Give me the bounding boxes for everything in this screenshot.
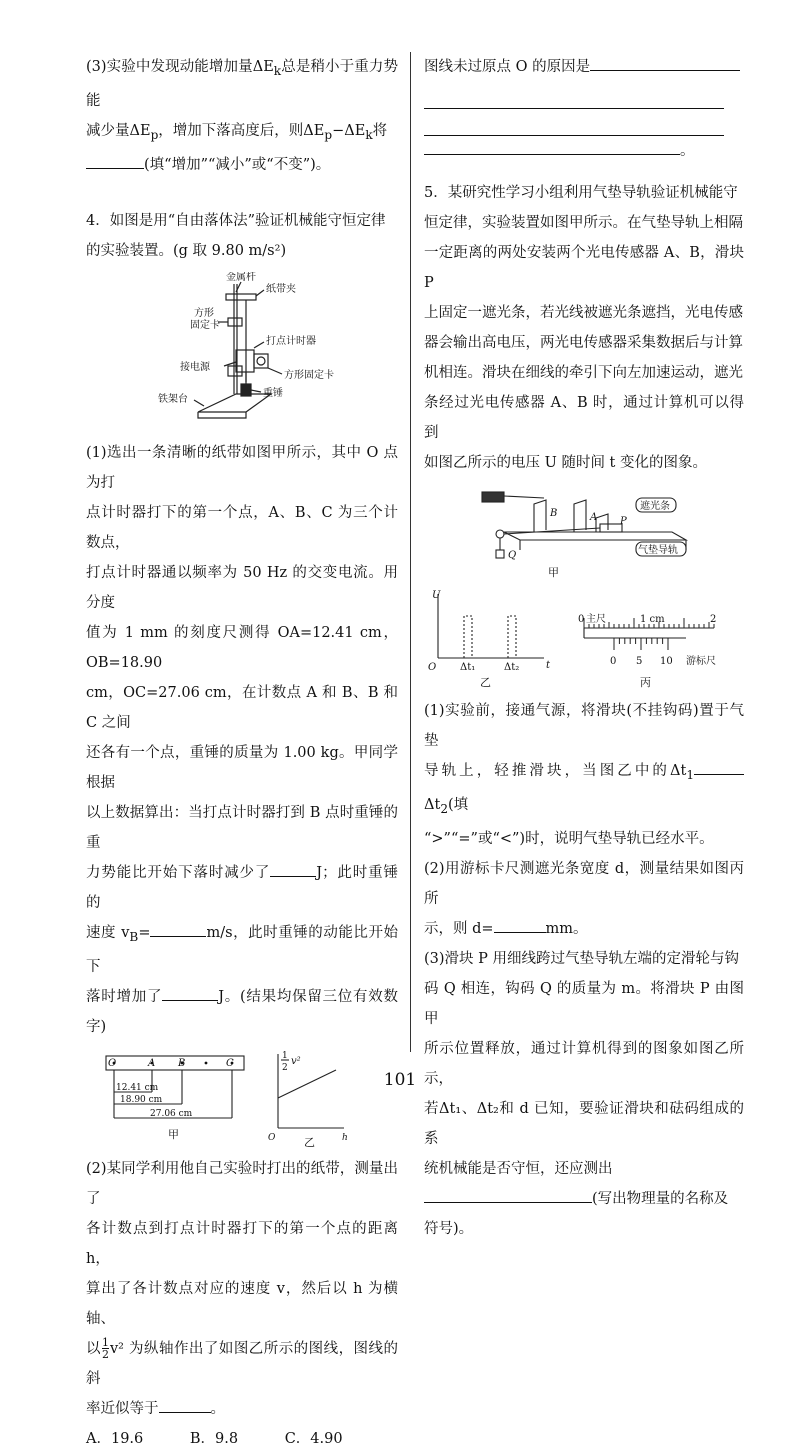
tape-point-o: O — [108, 1057, 117, 1069]
answer-blank[interactable] — [424, 1186, 592, 1203]
graph-caption: 乙 — [304, 1135, 315, 1148]
q5-p3-line-2: 码 Q 相连，钩码 Q 的质量为 m。将滑块 P 由图甲 — [424, 980, 744, 1027]
q4-line9: 速度 $v_B= m/s$，此时重锤的动能比开始下 — [86, 918, 398, 982]
option-c[interactable]: C．4.90 — [284, 1430, 343, 1447]
q4-p1-line-3: 打点计时器通以频率为 50 Hz 的交变电流。用分度 — [86, 564, 398, 611]
q5-p3-line-1: (3)滑块 P 用细线跨过气垫导轨左端的定滑轮与钩 — [424, 950, 740, 967]
q5-stem-line-1: 5．某研究性学习小组利用气垫导轨验证机械能守 — [424, 185, 738, 201]
label-clip: 纸带夹 — [266, 283, 296, 295]
jia-label-p: P — [620, 516, 627, 527]
tape-caption: 甲 — [168, 1127, 179, 1141]
q4-options — [86, 1424, 398, 1454]
q5-p3-line-5: 统机械能是否守恒，还应测出 — [424, 1160, 613, 1177]
q4-p2-line-3: 算出了各计数点对应的速度 v，然后以 h 为横轴、 — [86, 1280, 398, 1327]
tape-point-c: C — [226, 1057, 234, 1069]
q4-p1-line-2: 点计时器打下的第一个点，A、B、C 为三个计数点， — [86, 504, 398, 551]
bing-one-cm: 1 cm — [640, 614, 665, 625]
answer-blank[interactable] — [270, 860, 316, 877]
answer-blank[interactable] — [162, 984, 218, 1001]
q4-line8: 力势能比开始下落时减少了 J；此时重锤的 — [86, 858, 398, 918]
q5-p1-a: (1)实验前，接通气源，将滑块(不挂钩码)置于气垫 — [424, 703, 744, 749]
jia-label-a: A — [590, 512, 598, 523]
q5-stem-line-7: 条经过光电传感器 A、B 时，通过计算机可以得到 — [424, 395, 744, 441]
q5-p3-end: 符号)。 — [424, 1220, 474, 1237]
graph-y-num: 1 — [282, 1050, 288, 1061]
answer-blank[interactable] — [494, 916, 546, 933]
graph-x-label: h — [342, 1132, 348, 1143]
q3-line3: (填“增加”“减小”或“不变”)。 — [86, 150, 398, 180]
yi-y-label: U — [432, 590, 441, 601]
label-clamp2: 方形固定卡 — [284, 369, 334, 381]
q4-p1-line-5: cm，OC=27.06 cm，在计数点 A 和 B、B 和 C 之间 — [86, 684, 398, 731]
q4-p2-line5: 率近似等于 。 — [86, 1394, 398, 1424]
bing-v0: 0 — [610, 656, 617, 667]
graph-y-var: v² — [291, 1055, 301, 1067]
q5-stem — [424, 178, 744, 478]
q4-title2: 的实验装置。(g 取 9.80 m/s²) — [86, 242, 287, 259]
vernier-ticks — [614, 638, 668, 650]
q5-p2-a: (2)用游标卡尺测遮光条宽度 d，测量结果如图丙所 — [424, 860, 744, 907]
q4-cont-end: 。 — [424, 136, 744, 166]
jia-label-q: Q — [508, 550, 517, 561]
tape-point-b: B — [178, 1057, 186, 1069]
q5-stem-line-3: 一定距离的两处安装两个光电传感器 A、B，滑块 P — [424, 245, 744, 291]
answer-blank[interactable] — [150, 920, 206, 937]
tape-oa: 12.41 cm — [116, 1082, 159, 1093]
label-stand: 铁架台 — [158, 393, 188, 405]
q4-line10: 落时增加了 J。(结果均保留三位有效数字) — [86, 982, 398, 1042]
tape-and-graph-figure — [86, 1048, 398, 1148]
q5-stem-line-8: 如图乙所示的电压 U 随时间 t 变化的图象。 — [424, 455, 707, 471]
q5-p3-line-3: 所示位置释放，通过计算机得到的图象如图乙所示， — [424, 1040, 744, 1087]
q5-stem-line-5: 器会输出高电压，两光电传感器采集数据后与计算 — [424, 335, 743, 351]
q5-part3 — [424, 944, 744, 1184]
q4-p1-line-1: (1)选出一条清晰的纸带如图甲所示，其中 O 点为打 — [86, 444, 398, 491]
label-timer: 打点计时器 — [266, 335, 316, 347]
bing-two: 2 — [710, 614, 717, 625]
yi-x-label: t — [546, 660, 551, 671]
answer-line[interactable] — [424, 111, 724, 136]
bing-main-label: 主尺 — [586, 614, 606, 625]
option-b[interactable]: B．9.8 — [189, 1430, 239, 1447]
q5-p1-c: “>”“=”或“<”)时，说明气垫导轨已经水平。 — [424, 830, 714, 847]
q4-part1 — [86, 438, 398, 858]
option-a[interactable]: A．19.6 — [86, 1430, 144, 1447]
q4-p2-line4: 以 $\frac{1}{2}$ v² 为纵轴作出了如图乙所示的图线，图线的斜 — [86, 1336, 398, 1387]
answer-blank[interactable] — [424, 138, 680, 155]
q5-p1-b: 导轨上，轻推滑块，当图乙中的$\Delta t_1\Delta t_2$(填 — [424, 756, 744, 824]
bing-vernier-label: 游标尺 — [686, 656, 716, 667]
answer-blank[interactable] — [590, 54, 740, 71]
q4-p1-line-7: 以上数据算出：当打点计时器打到 B 点时重锤的重 — [86, 804, 398, 851]
yi-caption: 乙 — [480, 676, 491, 689]
tape-ob: 18.90 cm — [120, 1094, 163, 1105]
q3-line1: (3)实验中发现动能增加量$\Delta E_k$总是稍小于重力势能 — [86, 59, 398, 109]
airtrack-figure — [424, 484, 744, 580]
jia-label-track: 气垫导轨 — [638, 545, 678, 556]
bing-v10: 10 — [660, 656, 673, 667]
q4-title: 4．如图是用“自由落体法”验证机械能守恒定律 — [86, 212, 386, 229]
label-power: 接电源 — [180, 361, 210, 373]
page-number: 101 — [383, 1070, 417, 1090]
jia-caption: 甲 — [548, 566, 559, 579]
answer-line[interactable] — [424, 84, 724, 109]
q5-stem-line-6: 机相连。滑块在细线的牵引下向左加速运动，遮光 — [424, 365, 743, 381]
label-square-clamp: 方形 — [194, 307, 214, 319]
right-column — [424, 52, 744, 1244]
q4-p2-line-2: 各计数点到打点计时器打下的第一个点的距离 h， — [86, 1220, 398, 1267]
q3-line2: 减少量$\Delta E_p$，增加下落高度后，则$\Delta E_p-\Delta E_k$将 — [86, 122, 388, 142]
q4-p2-line-1: (2)某同学利用他自己实验时打出的纸带，测量出了 — [86, 1160, 398, 1207]
graph-y-den: 2 — [282, 1062, 288, 1073]
label-square-clamp2: 固定卡 — [190, 319, 220, 331]
jia-label-shade: 遮光条 — [640, 501, 670, 512]
tape-point-a: A — [148, 1057, 156, 1069]
q4-p1-line-6: 还各有一个点，重锤的质量为 1.00 kg。甲同学根据 — [86, 744, 398, 791]
yi-origin: O — [428, 662, 437, 673]
q5-p3-tail: (写出物理量的名称及 — [424, 1184, 744, 1214]
q5-stem-line-2: 恒定律，实验装置如图甲所示。在气垫导轨上相隔 — [424, 215, 743, 231]
bing-zero-top: 0 — [578, 614, 585, 625]
bing-caption: 丙 — [640, 676, 651, 689]
bing-v5: 5 — [636, 656, 643, 667]
q5-stem-line-4: 上固定一遮光条，若光线被遮光条遮挡，光电传感 — [424, 305, 743, 321]
q4-p1-line-4: 值为 1 mm 的刻度尺测得 OA=12.41 cm，OB=18.90 — [86, 624, 398, 671]
voltage-and-vernier-figure — [424, 586, 744, 690]
label-rod: 金属杆 — [226, 271, 256, 283]
yi-dt2: Δt₂ — [504, 662, 520, 673]
q5-p2-b: 示，则 d= mm。 — [424, 914, 744, 944]
yi-dt1: Δt₁ — [460, 662, 476, 673]
left-column — [86, 52, 398, 1454]
column-divider — [410, 52, 411, 1052]
jia-label-b: B — [550, 508, 558, 519]
apparatus-figure — [86, 272, 398, 432]
q5-p3-line-4: 若Δt₁、Δt₂和 d 已知，要验证滑块和砝码组成的系 — [424, 1100, 744, 1147]
tape-oc: 27.06 cm — [150, 1108, 193, 1119]
q4-cont-line: 图线未过原点 O 的原因是 — [424, 52, 744, 82]
label-weight: 重锤 — [263, 387, 283, 399]
answer-blank[interactable] — [159, 1396, 211, 1413]
answer-blank[interactable] — [86, 152, 144, 169]
answer-blank[interactable] — [694, 758, 744, 775]
graph-origin: O — [268, 1132, 276, 1143]
q4-part2 — [86, 1154, 398, 1334]
